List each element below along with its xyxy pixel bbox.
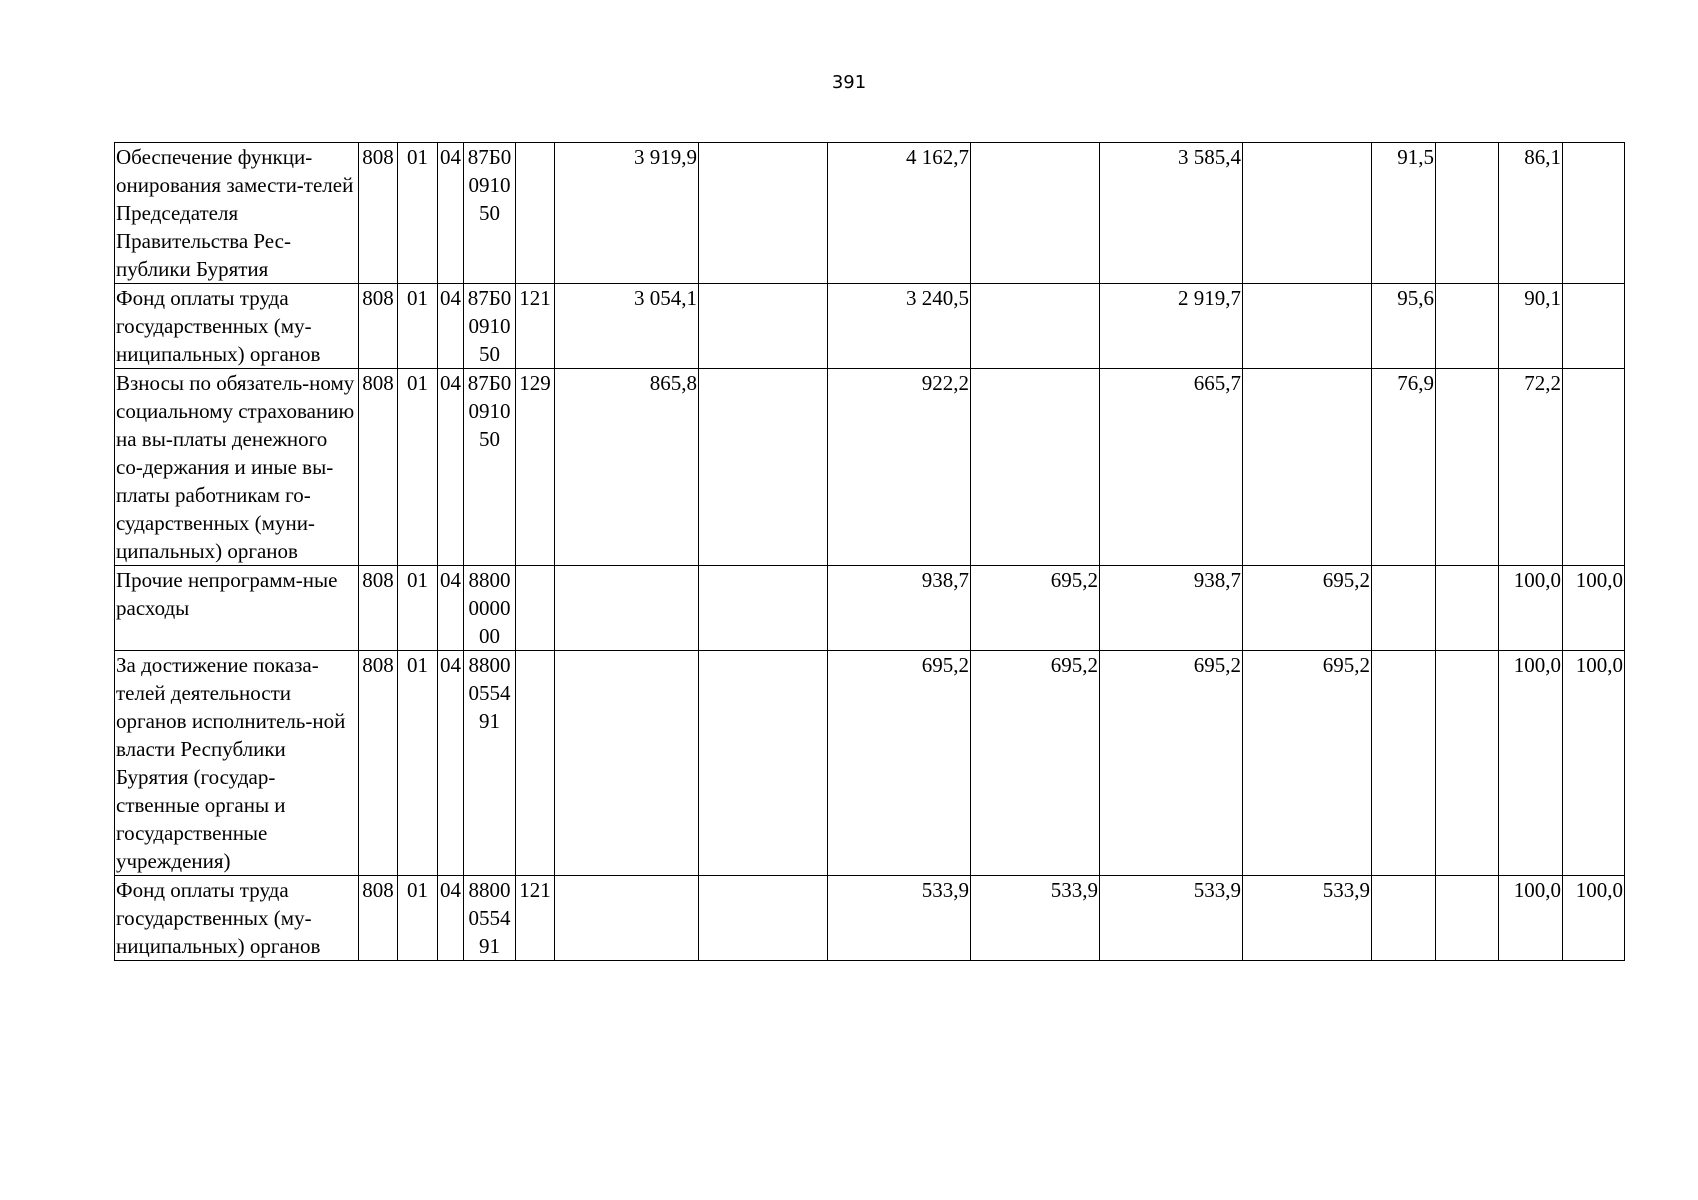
value-col-1: 3 919,9: [555, 143, 699, 284]
value-col-9: 90,1: [1499, 284, 1563, 369]
value-col-10: 100,0: [1563, 651, 1625, 876]
value-col-4: 695,2: [971, 651, 1100, 876]
expense-type-code: [516, 566, 555, 651]
value-col-10: [1563, 284, 1625, 369]
value-col-2: [699, 651, 828, 876]
value-col-9: 100,0: [1499, 876, 1563, 961]
expense-type-code: [516, 651, 555, 876]
value-col-2: [699, 284, 828, 369]
value-col-8: [1436, 369, 1499, 566]
value-col-1: 865,8: [555, 369, 699, 566]
value-col-7: 91,5: [1372, 143, 1436, 284]
value-col-4: 533,9: [971, 876, 1100, 961]
section-code: 01: [398, 284, 438, 369]
subsection-code: 04: [438, 651, 464, 876]
value-col-8: [1436, 143, 1499, 284]
value-col-5: 3 585,4: [1100, 143, 1243, 284]
value-col-3: 533,9: [828, 876, 971, 961]
budget-table: [114, 142, 1625, 961]
value-col-1: [555, 876, 699, 961]
subsection-code: 04: [438, 143, 464, 284]
section-code: 01: [398, 369, 438, 566]
target-article-code: 87Б0091050: [464, 284, 516, 369]
grbs-code: 808: [359, 566, 398, 651]
value-col-7: [1372, 566, 1436, 651]
subsection-code: 04: [438, 284, 464, 369]
value-col-6: [1243, 143, 1372, 284]
section-code: 01: [398, 876, 438, 961]
value-col-4: [971, 284, 1100, 369]
value-col-6: [1243, 369, 1372, 566]
target-article-code: 8800055491: [464, 651, 516, 876]
value-col-7: [1372, 876, 1436, 961]
subsection-code: 04: [438, 566, 464, 651]
table-row: [115, 143, 1625, 284]
grbs-code: 808: [359, 284, 398, 369]
table-row: [115, 284, 1625, 369]
target-article-code: 87Б0091050: [464, 143, 516, 284]
subsection-code: 04: [438, 876, 464, 961]
grbs-code: 808: [359, 369, 398, 566]
value-col-1: 3 054,1: [555, 284, 699, 369]
row-name: Фонд оплаты труда государственных (му-ниципальных) органов: [115, 876, 359, 961]
value-col-1: [555, 566, 699, 651]
section-code: 01: [398, 566, 438, 651]
target-article-code: 8800055491: [464, 876, 516, 961]
value-col-2: [699, 143, 828, 284]
value-col-9: 72,2: [1499, 369, 1563, 566]
value-col-10: 100,0: [1563, 566, 1625, 651]
value-col-7: [1372, 651, 1436, 876]
grbs-code: 808: [359, 651, 398, 876]
value-col-4: [971, 369, 1100, 566]
table-row: [115, 369, 1625, 566]
value-col-3: 3 240,5: [828, 284, 971, 369]
value-col-9: 100,0: [1499, 566, 1563, 651]
value-col-6: 533,9: [1243, 876, 1372, 961]
row-name: Прочие непрограмм-ные расходы: [115, 566, 359, 651]
expense-type-code: [516, 143, 555, 284]
value-col-3: 4 162,7: [828, 143, 971, 284]
value-col-5: 533,9: [1100, 876, 1243, 961]
value-col-4: [971, 143, 1100, 284]
value-col-3: 938,7: [828, 566, 971, 651]
grbs-code: 808: [359, 143, 398, 284]
row-name: За достижение показа-телей деятельности органов исполнитель-ной власти Республики Бурятия (государ-ственные органы и государственные учреждения): [115, 651, 359, 876]
value-col-2: [699, 876, 828, 961]
value-col-4: 695,2: [971, 566, 1100, 651]
value-col-3: 695,2: [828, 651, 971, 876]
target-article-code: 8800000000: [464, 566, 516, 651]
value-col-9: 100,0: [1499, 651, 1563, 876]
value-col-6: [1243, 284, 1372, 369]
value-col-8: [1436, 651, 1499, 876]
value-col-3: 922,2: [828, 369, 971, 566]
value-col-9: 86,1: [1499, 143, 1563, 284]
row-name: Фонд оплаты труда государственных (му-ниципальных) органов: [115, 284, 359, 369]
value-col-8: [1436, 566, 1499, 651]
section-code: 01: [398, 651, 438, 876]
expense-type-code: 121: [516, 284, 555, 369]
value-col-5: 665,7: [1100, 369, 1243, 566]
value-col-6: 695,2: [1243, 651, 1372, 876]
value-col-1: [555, 651, 699, 876]
value-col-7: 76,9: [1372, 369, 1436, 566]
expense-type-code: 129: [516, 369, 555, 566]
value-col-10: 100,0: [1563, 876, 1625, 961]
row-name: Обеспечение функци-онирования замести-телей Председателя Правительства Рес-публики Бурятия: [115, 143, 359, 284]
value-col-2: [699, 566, 828, 651]
table-row: [115, 566, 1625, 651]
subsection-code: 04: [438, 369, 464, 566]
value-col-8: [1436, 284, 1499, 369]
section-code: 01: [398, 143, 438, 284]
value-col-7: 95,6: [1372, 284, 1436, 369]
value-col-5: 938,7: [1100, 566, 1243, 651]
table-row: [115, 876, 1625, 961]
value-col-10: [1563, 369, 1625, 566]
value-col-5: 2 919,7: [1100, 284, 1243, 369]
page-number: 391: [831, 72, 867, 93]
target-article-code: 87Б0091050: [464, 369, 516, 566]
row-name: Взносы по обязатель-ному социальному страхованию на вы-платы денежного со-держания и иные вы-платы работникам го-сударственных (муни-ципальных) органов: [115, 369, 359, 566]
value-col-2: [699, 369, 828, 566]
value-col-6: 695,2: [1243, 566, 1372, 651]
value-col-5: 695,2: [1100, 651, 1243, 876]
value-col-8: [1436, 876, 1499, 961]
expense-type-code: 121: [516, 876, 555, 961]
value-col-10: [1563, 143, 1625, 284]
table-row: [115, 651, 1625, 876]
grbs-code: 808: [359, 876, 398, 961]
